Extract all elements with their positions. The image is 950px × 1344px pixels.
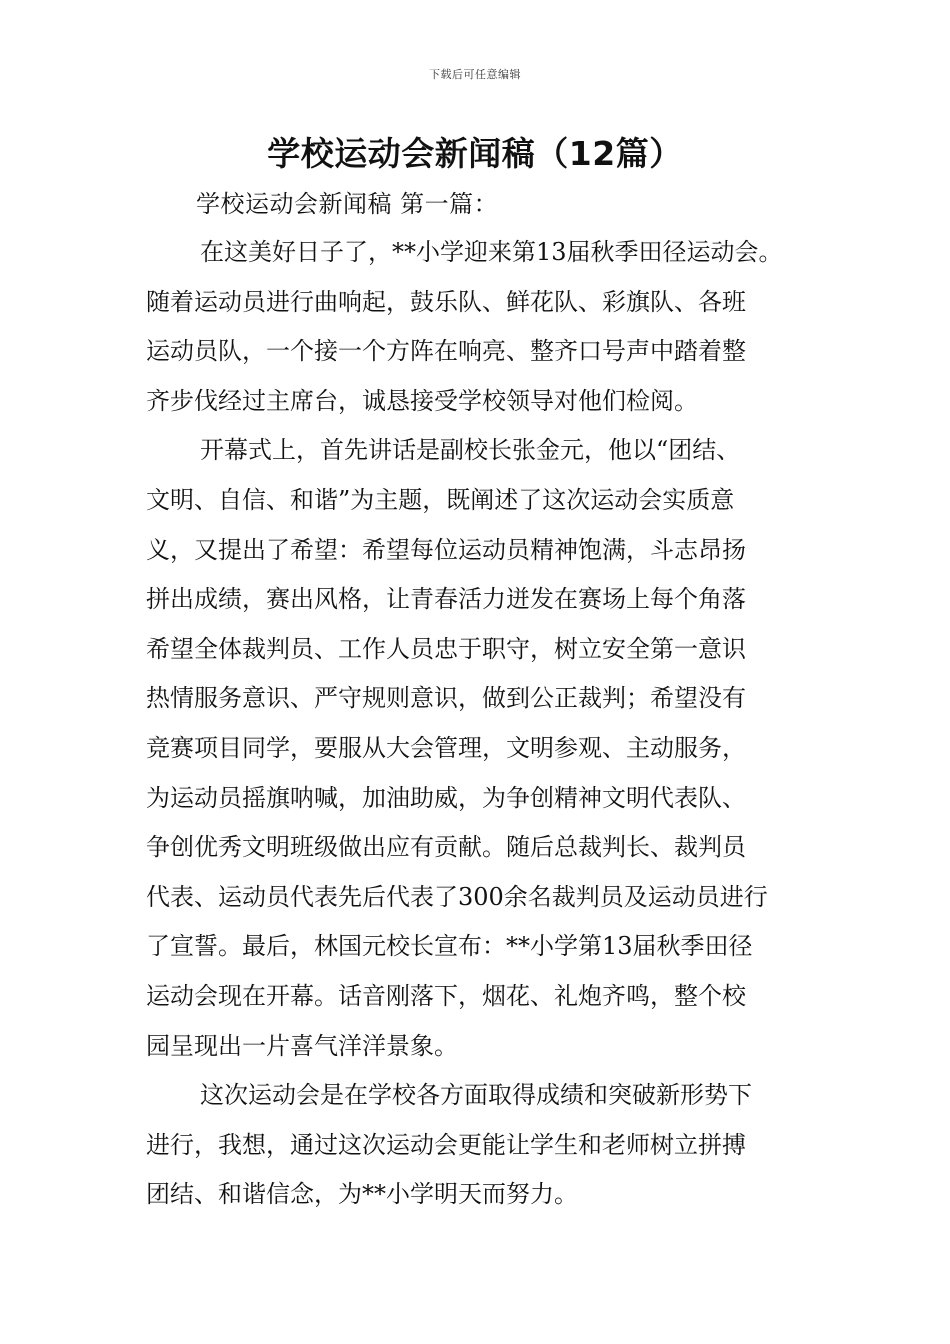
text-line: 这次运动会是在学校各方面取得成绩和突破新形势下 (200, 1081, 752, 1110)
text-line: 进行，我想，通过这次运动会更能让学生和老师树立拼搏 (146, 1130, 746, 1159)
text-line: 文明、自信、和谐”为主题，既阐述了这次运动会实质意 (146, 485, 735, 514)
text-line: 热情服务意识、严守规则意识，做到公正裁判；希望没有 (146, 684, 746, 713)
paragraph-1 (146, 228, 826, 426)
text-line: 义，又提出了希望：希望每位运动员精神饱满，斗志昂扬 (146, 535, 746, 564)
text-line: 争创优秀文明班级做出应有贡献。随后总裁判长、裁判员 (146, 833, 746, 862)
text-line: 运动会现在开幕。话音刚落下，烟花、礼炮齐鸣，整个校 (146, 981, 746, 1010)
text-line: 团结、和谐信念，为**小学明天而努力。 (146, 1180, 578, 1209)
text-line: 齐步伐经过主席台，诚恳接受学校领导对他们检阅。 (146, 386, 698, 415)
article-body (146, 228, 826, 1220)
text-line: 了宣誓。最后，林国元校长宣布：**小学第13届秋季田径 (146, 932, 753, 961)
text-line: 希望全体裁判员、工作人员忠于职守，树立安全第一意识 (146, 634, 746, 663)
text-line: 园呈现出一片喜气洋洋景象。 (146, 1031, 458, 1060)
text-line: 在这美好日子了，**小学迎来第13届秋季田径运动会。 (200, 238, 783, 266)
text-line: 竞赛项目同学，要服从大会管理，文明参观、主动服务， (146, 733, 746, 762)
text-line: 随着运动员进行曲响起，鼓乐队、鲜花队、彩旗队、各班 (146, 287, 746, 316)
text-line: 拼出成绩，赛出风格，让青春活力迸发在赛场上每个角落 (146, 585, 746, 614)
text-line: 开幕式上，首先讲话是副校长张金元，他以“团结、 (200, 436, 741, 465)
paragraph-2 (146, 426, 826, 1071)
paragraph-3 (146, 1071, 826, 1220)
text-line: 运动员队，一个接一个方阵在响亮、整齐口号声中踏着整 (146, 337, 746, 366)
text-line: 为运动员摇旗呐喊，加油助威，为争创精神文明代表队、 (146, 783, 746, 812)
document-title: 学校运动会新闻稿（12篇） (267, 134, 683, 173)
section-subtitle: 学校运动会新闻稿 第一篇： (196, 190, 499, 218)
header-note: 下载后可任意编辑 (429, 68, 521, 81)
text-line: 代表、运动员代表先后代表了300余名裁判员及运动员进行 (146, 882, 768, 911)
